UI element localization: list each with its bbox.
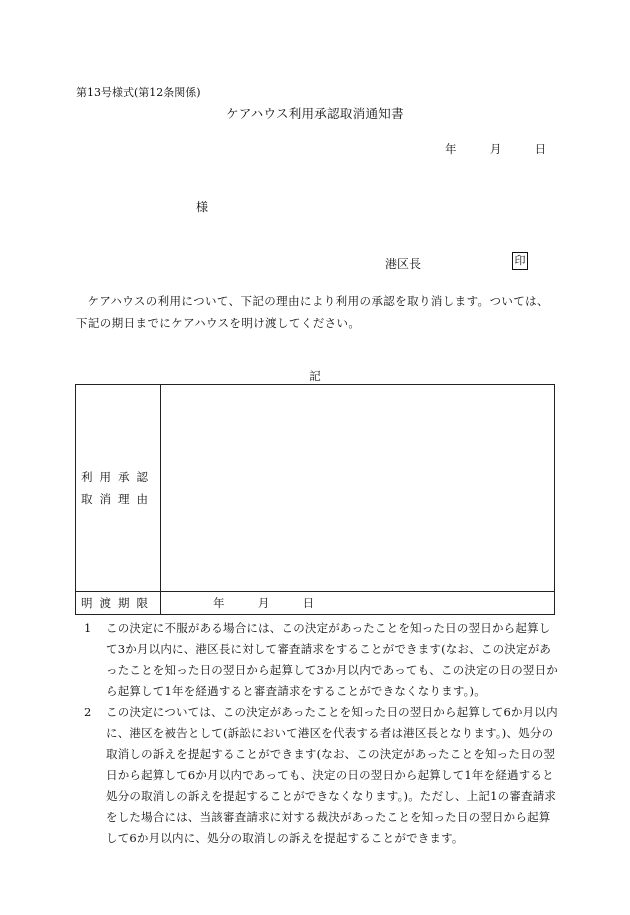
deadline-label: 明渡期限 xyxy=(76,592,161,615)
deadline-row xyxy=(76,592,555,615)
seal-mark: 印 xyxy=(512,252,528,270)
note-text: この決定については、この決定があったことを知った日の翌日から起算して6か月以内に、港区を被告として(訴訟において港区を代表する者は港区長となります。)、処分の取消しの訴えを提起することができます(なお、この決定があったことを知った日の翌日から起算して6か月以内であっても、決定の日の翌日から起算して1年を経過すると処分の取消しの訴えを提起することができなくなります。)。ただし、上記1の審査請求をした場合には、当該審査請求に対する裁決があったことを知った日の翌日から起算して6か月以内に、処分の取消しの訴えを提起することができます。 xyxy=(106,705,558,845)
notice-table xyxy=(75,384,555,615)
note-item xyxy=(80,618,558,702)
date-year: 年 xyxy=(445,142,457,156)
document-title: ケアハウス利用承認取消通知書 xyxy=(226,106,404,121)
date-month: 月 xyxy=(489,142,502,156)
reason-label-line2: 取消理由 xyxy=(81,492,155,506)
reason-row xyxy=(76,385,555,592)
reason-label xyxy=(76,385,161,592)
ki-heading: 記 xyxy=(309,369,321,383)
note-text: この決定に不服がある場合には、この決定があったことを知った日の翌日から起算して3か月以内に、港区長に対して審査請求をすることができます(なお、この決定があったことを知った日の翌日から起算して3か月以内であっても、この決定の日の翌日から起算して1年を経過すると審査請求をすることができなくなります。)。 xyxy=(106,621,558,698)
deadline-year: 年 xyxy=(213,596,225,610)
deadline-month: 月 xyxy=(257,596,270,610)
reason-label-line1: 利用承認 xyxy=(81,470,155,484)
deadline-value xyxy=(161,592,555,615)
date-day: 日 xyxy=(534,142,547,156)
notes xyxy=(80,618,558,849)
reason-value xyxy=(161,385,555,592)
addressee-honorific: 様 xyxy=(196,200,209,214)
note-number: 1 xyxy=(84,621,92,635)
note-number: 2 xyxy=(84,705,92,719)
form-number: 第13号様式(第12条関係) xyxy=(76,86,201,99)
sender-name: 港区長 xyxy=(385,257,422,271)
issue-date xyxy=(445,141,546,157)
body-paragraph: ケアハウスの利用について、下記の理由により利用の承認を取り消します。ついては、下記の期日までにケアハウスを明け渡してください。 xyxy=(76,294,549,330)
deadline-day: 日 xyxy=(302,596,315,610)
note-item xyxy=(80,702,558,849)
